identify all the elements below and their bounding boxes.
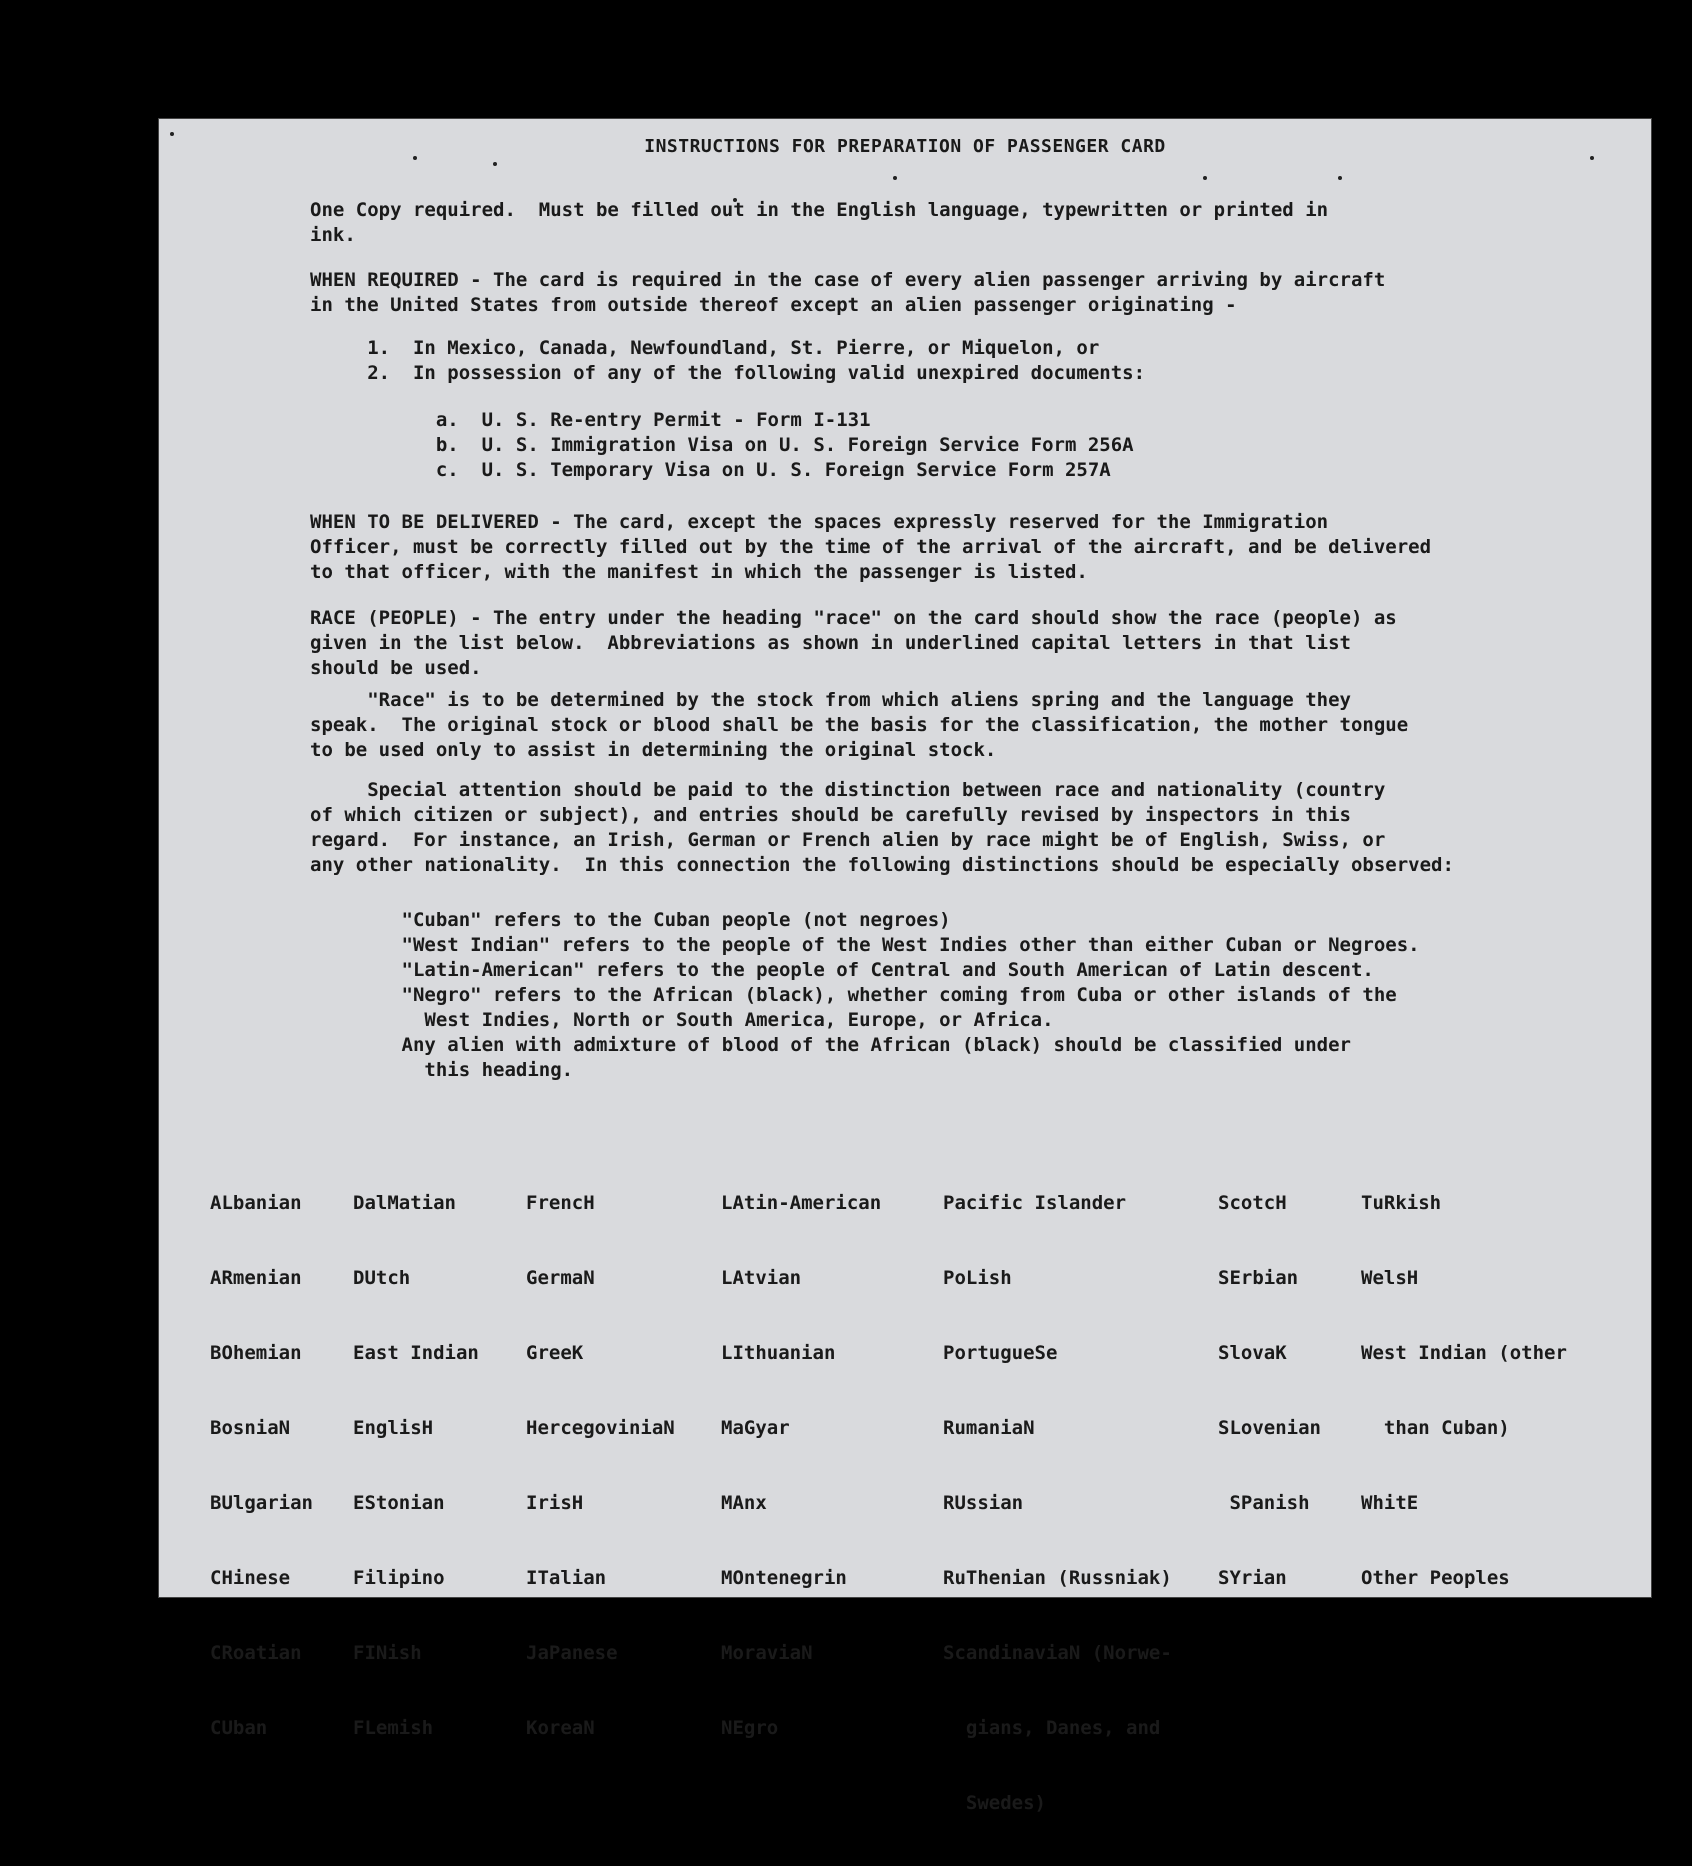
race-item: BUlgarian [210,1492,313,1514]
race-item: LAtvian [721,1267,802,1289]
paragraph-special-attention: Special attention should be paid to the distinction between race and nationality (country of which citizen or subject), and entries should be carefully revised by inspectors in this regard. For instance, an Irish, German or French alien by race might be of English, Swiss, or any other nationality. In this connection the following distinctions should be especially observed: [310,779,1454,876]
race-item: DalMatian [353,1192,456,1214]
speck [170,132,174,136]
race-item: DUtch [353,1267,411,1289]
race-item: SlovaK [1218,1342,1287,1364]
speck [493,162,497,166]
race-item: KoreaN [526,1717,595,1739]
race-column-7 [1361,1141,1567,1641]
race-item: SPanish [1218,1492,1310,1514]
race-item: RumaniaN [943,1417,1035,1439]
race-item: Swedes) [943,1792,1046,1814]
race-item: WhitE [1361,1492,1419,1514]
speck [413,156,417,160]
race-item: EStonian [353,1492,445,1514]
race-item: than Cuban) [1361,1417,1510,1439]
race-item: PoLish [943,1267,1012,1289]
race-item: Filipino [353,1567,445,1589]
race-item: FLemish [353,1717,434,1739]
race-item: MOntenegrin [721,1567,847,1589]
distinctions-list: "Cuban" refers to the Cuban people (not negroes) "West Indian" refers to the people of the West Indies other than either Cuban or Negroes. "Latin-American" refers to the people of Central and South American of Latin descent. "Negro" refers to the African (black), whether coming from Cuba or other islands of the West Indies, North or South America, Europe, or Africa. Any alien with admixture of blood of the African (black) should be classified under this heading. [401,909,1420,1081]
race-item: Other Peoples [1361,1567,1510,1589]
race-item: East Indian [353,1342,479,1364]
race-item: ITalian [526,1567,607,1589]
race-item: ScotcH [1218,1192,1287,1214]
race-item: RuThenian (Russniak) [943,1567,1172,1589]
document-page [158,118,1652,1814]
speck [1338,176,1342,180]
race-item: GreeK [526,1342,584,1364]
race-column-1 [210,1141,313,1791]
speck [1203,176,1207,180]
race-item: LIthuanian [721,1342,836,1364]
race-item: ARmenian [210,1267,302,1289]
race-item: JaPanese [526,1642,618,1664]
race-item: MAnx [721,1492,767,1514]
race-item: CHinese [210,1567,291,1589]
race-item: WelsH [1361,1267,1419,1289]
race-item: FrencH [526,1192,595,1214]
race-item: HercegoviniaN [526,1417,675,1439]
race-item: SLovenian [1218,1417,1321,1439]
race-item: ScandinaviaN (Norwe- [943,1642,1172,1664]
race-item: Pacific Islander [943,1192,1127,1214]
race-column-2 [353,1141,479,1791]
race-item: RUssian [943,1492,1024,1514]
race-item: MaGyar [721,1417,790,1439]
paragraph-race: RACE (PEOPLE) - The entry under the heading "race" on the card should show the race (people) as given in the list below. Abbreviations as shown in underlined capital letters in that list should be used. [310,607,1397,679]
race-item: NEgro [721,1717,779,1739]
race-item: TuRkish [1361,1192,1442,1214]
race-item: PortugueSe [943,1342,1058,1364]
race-item: CRoatian [210,1642,302,1664]
origin-list: 1. In Mexico, Canada, Newfoundland, St. Pierre, or Miquelon, or 2. In possession of any of the following valid unexpired documents: [367,337,1146,384]
documents-list: a. U. S. Re-entry Permit - Form I-131 b. U. S. Immigration Visa on U. S. Foreign Service Form 256A c. U. S. Temporary Visa on U. S. Foreign Service Form 257A [435,409,1134,481]
paragraph-when-required: WHEN REQUIRED - The card is required in the case of every alien passenger arriving by aircraft in the United States from outside thereof except an alien passenger originating - [310,269,1386,316]
race-item: SErbian [1218,1267,1299,1289]
race-item: BOhemian [210,1342,302,1364]
race-item: LAtin-American [721,1192,882,1214]
speck [1590,156,1594,160]
page-title: INSTRUCTIONS FOR PREPARATION OF PASSENGER CARD [644,136,1166,157]
race-item: West Indian (other [1361,1342,1567,1364]
race-item: IrisH [526,1492,584,1514]
race-item: SYrian [1218,1567,1287,1589]
race-item: GermaN [526,1267,595,1289]
race-item: FINish [353,1642,422,1664]
race-item: CUban [210,1717,268,1739]
race-item: MoraviaN [721,1642,813,1664]
race-column-4 [721,1141,881,1791]
race-item: EnglisH [353,1417,434,1439]
race-item: gians, Danes, and [943,1717,1161,1739]
race-column-6 [1218,1141,1321,1641]
paragraph-when-delivered: WHEN TO BE DELIVERED - The card, except the spaces expressly reserved for the Immigration Officer, must be correctly filled out by the time of the arrival of the aircraft, and be delivered to that officer, with the manifest in which the passenger is listed. [310,511,1432,583]
speck [893,176,897,180]
race-column-3 [526,1141,675,1791]
race-column-5 [943,1141,1172,1866]
race-item: BosniaN [210,1417,291,1439]
paragraph-race-definition: "Race" is to be determined by the stock from which aliens spring and the language they speak. The original stock or blood shall be the basis for the classification, the mother tongue to be used only to assist in determining the original stock. [310,689,1409,761]
race-item: ALbanian [210,1192,302,1214]
paragraph-copy-required: One Copy required. Must be filled out in the English language, typewritten or printed in ink. [310,199,1329,246]
